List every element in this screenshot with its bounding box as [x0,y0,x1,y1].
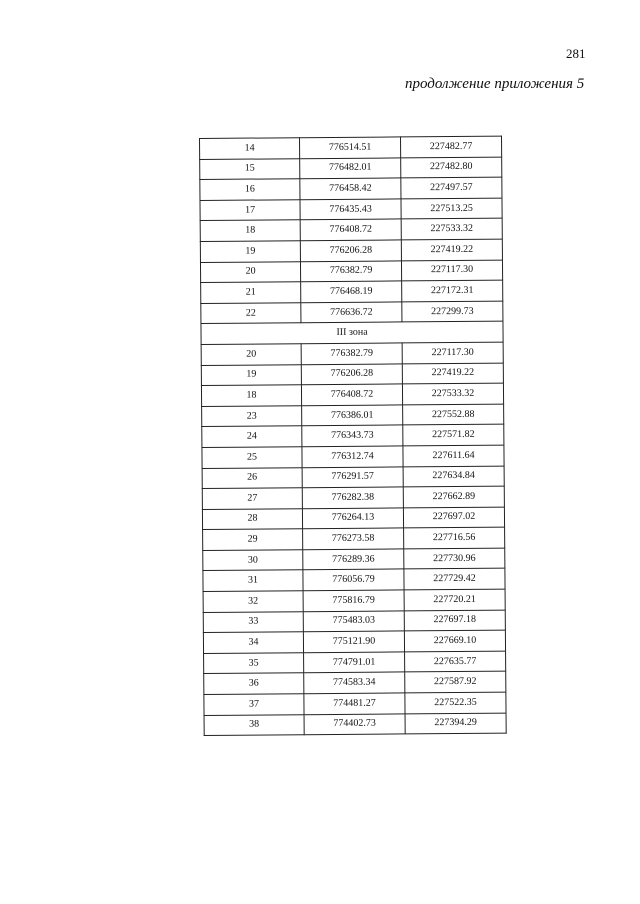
x-coordinate-cell: 776206.28 [301,363,402,384]
x-coordinate-cell: 774791.01 [304,652,405,673]
y-coordinate-cell: 227634.84 [403,466,504,487]
table-row [203,630,505,653]
table-row [203,527,505,550]
table-row [201,280,503,303]
table-row [204,672,506,695]
y-coordinate-cell: 227697.18 [404,610,505,631]
point-number-cell: 24 [202,426,302,447]
x-coordinate-cell: 776312.74 [302,446,403,467]
point-number-cell: 14 [200,138,300,159]
y-coordinate-cell: 227513.25 [401,198,502,219]
page-number: 281 [566,46,586,61]
y-coordinate-cell: 227587.92 [405,672,506,693]
table-row [200,157,502,180]
table-row [200,198,502,221]
y-coordinate-cell: 227394.29 [405,713,506,734]
point-number-cell: 22 [201,302,301,323]
y-coordinate-cell: 227419.22 [401,239,502,260]
x-coordinate-cell: 776382.79 [300,260,401,281]
point-number-cell: 18 [201,385,301,406]
x-coordinate-cell: 776289.36 [303,549,404,570]
x-coordinate-cell: 774583.34 [304,672,405,693]
x-coordinate-cell: 776343.73 [302,425,403,446]
point-number-cell: 19 [201,364,301,385]
y-coordinate-cell: 227730.96 [404,548,505,569]
y-coordinate-cell: 227669.10 [404,630,505,651]
point-number-cell: 23 [202,405,302,426]
table-row [203,569,505,592]
point-number-cell: 28 [202,508,302,529]
point-number-cell: 19 [200,241,300,262]
point-number-cell: 16 [200,179,300,200]
table-row [202,424,504,447]
point-number-cell: 30 [203,550,303,571]
y-coordinate-cell: 227522.35 [405,692,506,713]
x-coordinate-cell: 776408.72 [300,219,401,240]
coordinates-table [199,136,507,737]
point-number-cell: 33 [203,611,303,632]
table-row [201,301,503,324]
table-row [200,260,502,283]
table-row [203,589,505,612]
point-number-cell: 35 [204,653,304,674]
zone-label: III зона [201,321,503,344]
table-row [201,363,503,386]
table-row [202,404,504,427]
table-row [202,445,504,468]
x-coordinate-cell: 776435.43 [300,199,401,220]
y-coordinate-cell: 227571.82 [403,424,504,445]
y-coordinate-cell: 227419.22 [402,363,503,384]
y-coordinate-cell: 227720.21 [404,589,505,610]
point-number-cell: 27 [202,488,302,509]
table-row [204,692,506,715]
x-coordinate-cell: 775816.79 [303,590,404,611]
table-row [200,239,502,262]
point-number-cell: 37 [204,694,304,715]
x-coordinate-cell: 776482.01 [300,158,401,179]
x-coordinate-cell: 776636.72 [301,302,402,323]
x-coordinate-cell: 776386.01 [302,405,403,426]
y-coordinate-cell: 227716.56 [404,527,505,548]
x-coordinate-cell: 776468.19 [301,281,402,302]
table-row [203,610,505,633]
y-coordinate-cell: 227635.77 [405,651,506,672]
x-coordinate-cell: 776382.79 [301,343,402,364]
point-number-cell: 20 [200,261,300,282]
x-coordinate-cell: 776206.28 [300,240,401,261]
x-coordinate-cell: 776514.51 [300,137,401,158]
x-coordinate-cell: 776458.42 [300,178,401,199]
point-number-cell: 25 [202,447,302,468]
x-coordinate-cell: 776264.13 [302,508,403,529]
table-row [201,383,503,406]
y-coordinate-cell: 227482.80 [401,157,502,178]
point-number-cell: 29 [203,529,303,550]
point-number-cell: 32 [203,591,303,612]
table-row [204,713,506,736]
table-row [200,177,502,200]
y-coordinate-cell: 227533.32 [401,218,502,239]
table-row [203,548,505,571]
table-row [201,342,503,365]
table-row [202,486,504,509]
x-coordinate-cell: 776282.38 [302,487,403,508]
coordinates-table-body [200,136,507,736]
y-coordinate-cell: 227611.64 [403,445,504,466]
y-coordinate-cell: 227117.30 [402,342,503,363]
y-coordinate-cell: 227497.57 [401,177,502,198]
point-number-cell: 36 [204,673,304,694]
appendix-continuation-title: продолжение приложения 5 [405,76,585,92]
x-coordinate-cell: 775483.03 [303,611,404,632]
x-coordinate-cell: 775121.90 [303,631,404,652]
y-coordinate-cell: 227533.32 [402,383,503,404]
y-coordinate-cell: 227697.02 [403,507,504,528]
point-number-cell: 18 [200,220,300,241]
x-coordinate-cell: 776056.79 [303,569,404,590]
point-number-cell: 17 [200,199,300,220]
y-coordinate-cell: 227117.30 [401,260,502,281]
point-number-cell: 26 [202,467,302,488]
table-row [200,136,502,159]
y-coordinate-cell: 227729.42 [404,569,505,590]
x-coordinate-cell: 774402.73 [304,714,405,735]
table-row [202,507,504,530]
point-number-cell: 34 [203,632,303,653]
table-row [202,466,504,489]
point-number-cell: 38 [204,714,304,735]
x-coordinate-cell: 776408.72 [301,384,402,405]
table-row [200,218,502,241]
x-coordinate-cell: 776291.57 [302,466,403,487]
y-coordinate-cell: 227482.77 [400,136,501,157]
y-coordinate-cell: 227552.88 [403,404,504,425]
table-row [204,651,506,674]
x-coordinate-cell: 776273.58 [303,528,404,549]
y-coordinate-cell: 227299.73 [402,301,503,322]
x-coordinate-cell: 774481.27 [304,693,405,714]
point-number-cell: 31 [203,570,303,591]
y-coordinate-cell: 227662.89 [403,486,504,507]
point-number-cell: 15 [200,158,300,179]
zone-header-row [201,321,503,344]
point-number-cell: 21 [201,282,301,303]
point-number-cell: 20 [201,344,301,365]
y-coordinate-cell: 227172.31 [402,280,503,301]
